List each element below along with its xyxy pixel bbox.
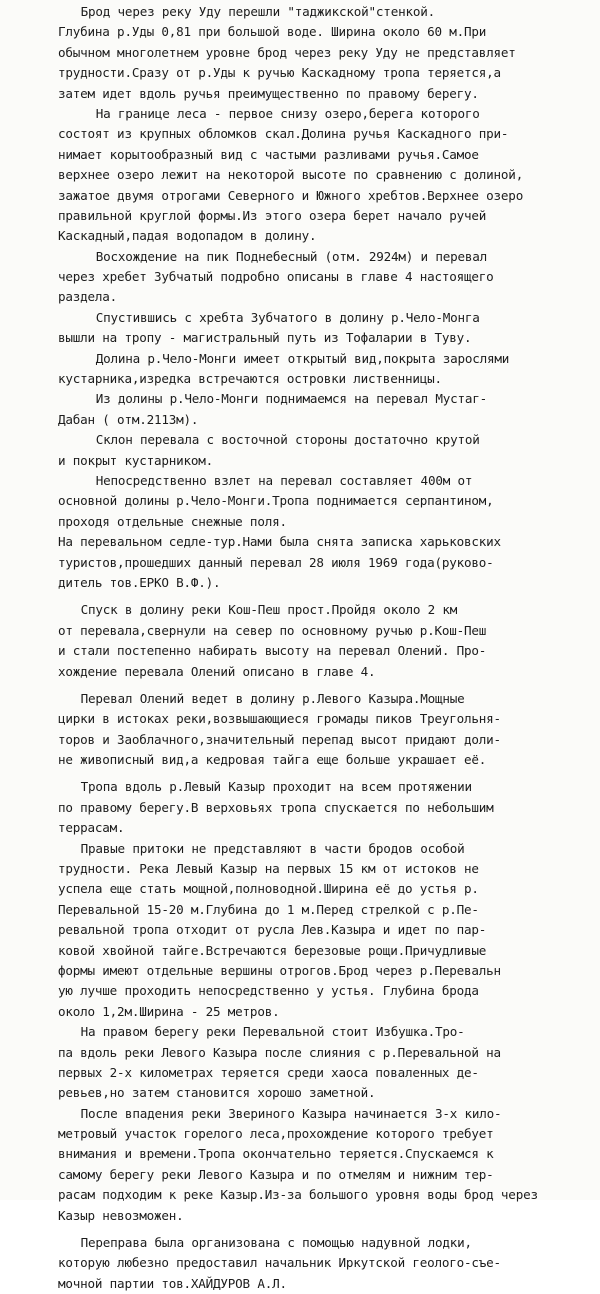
text-line: около 1,2м.Ширина - 25 метров. xyxy=(58,1003,280,1019)
text-line: Глубина р.Уды 0,81 при большой воде. Ширина около 60 м.При xyxy=(58,24,487,40)
text-line: и стали постепенно набирать высоту на перевал Олений. Про- xyxy=(58,643,487,659)
text-line: через хребет Зубчатый подробно описаны в главе 4 настоящего xyxy=(58,269,494,285)
text-line: затем идет вдоль ручья преимущественно по правому берегу. xyxy=(58,85,479,101)
text-line: Правые притоки не представляют в части бродов особой xyxy=(80,840,465,856)
text-line: мочной партии тов.ХАЙДУРОВ А.Л. xyxy=(58,1275,287,1291)
text-line: Брод через реку Уду перешли "таджикской"стенкой. xyxy=(80,4,435,19)
text-line: торов и Заоблачного,значительный перепад высот придают доли- xyxy=(58,731,501,747)
text-line: Восхождение на пик Поднебесный (отм. 2924м) и перевал xyxy=(95,248,488,264)
text-line: Перевальной 15-20 м.Глубина до 1 м.Перед стрелкой с р.Пе- xyxy=(58,901,479,917)
text-line: трудности.Сразу от р.Уды к ручью Каскадному тропа теряется,а xyxy=(58,65,501,81)
text-line: Тропа вдоль р.Левый Казыр проходит на всем протяжении xyxy=(80,779,472,795)
text-line: Из долины р.Чело-Монги поднимаемся на перевал Мустаг- xyxy=(95,391,488,407)
text-line: раздела. xyxy=(58,289,118,305)
text-line: от перевала,свернули на север по основному ручью р.Кош-Пеш xyxy=(58,622,487,638)
text-line: нимает корытообразный вид с частыми разливами ручья.Самое xyxy=(58,146,479,162)
text-line: Спустившись с хребта Зубчатого в долину р.Чело-Монга xyxy=(95,309,480,325)
text-line: ковой хвойной тайге.Встречаются березовые рощи.Причудливые xyxy=(58,942,487,958)
text-line: дитель тов.ЕРКО В.Ф.). xyxy=(58,574,221,590)
text-line: успела еще стать мощной,полноводной.Ширина её до устья р. xyxy=(58,881,479,897)
text-line: ревальной тропа отходит от русла Лев.Казыра и идет по пар- xyxy=(58,922,487,938)
text-line: На правом берегу реки Перевальной стоит Избушка.Тро- xyxy=(80,1024,465,1040)
text-line: зажатое двумя отрогами Северного и Южного хребтов.Верхнее озеро xyxy=(58,187,524,203)
text-line: ревьев,но затем становится хорошо заметной. xyxy=(58,1085,376,1101)
text-line: самому берегу реки Левого Казыра и по отмелям и нижним тер- xyxy=(58,1166,494,1182)
text-line: и покрыт кустарником. xyxy=(58,452,214,468)
text-line: первых 2-х километрах теряется среди хаоса поваленных де- xyxy=(58,1064,479,1080)
text-line: состоят из крупных обломков скал.Долина ручья Каскадного при- xyxy=(58,126,509,142)
text-line: не живописный вид,а кедровая тайга еще больше украшает её. xyxy=(58,752,487,768)
text-line: по правому берегу.В верховьях тропа спускается по небольшим xyxy=(58,799,494,815)
text-line: Переправа была организована с помощью надувной лодки, xyxy=(80,1235,472,1251)
text-line: ую лучше проходить непосредственно у устья. Глубина брода xyxy=(58,983,479,999)
paragraph-gap xyxy=(58,593,582,600)
text-line: правильной круглой формы.Из этого озера берет начало ручей xyxy=(58,207,487,223)
text-line: верхнее озеро лежит на некоторой высоте по сравнению с долиной, xyxy=(58,167,524,183)
paragraph-gap xyxy=(58,770,582,777)
text-line: внимания и времени.Тропа окончательно теряется.Спускаемся к xyxy=(58,1146,494,1162)
text-line: па вдоль реки Левого Казыра после слияния с р.Перевальной на xyxy=(58,1044,501,1060)
text-line: проходя отдельные снежные поля. xyxy=(58,513,287,529)
paragraph-gap xyxy=(58,682,582,689)
text-line: расам подходим к реке Казыр.Из-за большого уровня воды брод через xyxy=(58,1187,538,1203)
text-line: трудности. Река Левый Казыр на первых 15 км от истоков не xyxy=(58,861,479,877)
text-line: туристов,прошедших данный перевал 28 июля 1969 года(руково- xyxy=(58,554,494,570)
text-line: Долина р.Чело-Монги имеет открытый вид,покрыта зарослями xyxy=(95,350,510,366)
text-line: обычном многолетнем уровне брод через реку Уду не представляет xyxy=(58,44,516,60)
text-line: На перевальном седле-тур.Нами была снята записка харьковских xyxy=(58,534,501,550)
text-line: Каскадный,падая водопадом в долину. xyxy=(58,228,317,244)
text-line: кустарника,изредка встречаются островки лиственницы. xyxy=(58,371,442,387)
text-line: метровый участок горелого леса,прохождение которого требует xyxy=(58,1126,494,1142)
text-line: хождение перевала Олений описано в главе 4. xyxy=(58,663,376,679)
text-line: вышли на тропу - магистральный путь из Тофаларии в Туву. xyxy=(58,330,472,346)
text-line: основной долины р.Чело-Монги.Тропа поднимается серпантином, xyxy=(58,493,494,509)
text-line: Непосредственно взлет на перевал составляет 400м от xyxy=(95,472,473,488)
text-line: Спуск в долину реки Кош-Пеш прост.Пройдя около 2 км xyxy=(80,602,458,618)
text-line: На границе леса - первое снизу озеро,берега которого xyxy=(95,105,480,121)
text-line: Склон перевала с восточной стороны достаточно крутой xyxy=(95,432,480,448)
text-line: цирки в истоках реки,возвышающиеся громады пиков Треугольня- xyxy=(58,711,501,727)
paragraph-gap xyxy=(58,1226,582,1233)
text-line: Перевал Олений ведет в долину р.Левого Казыра.Мощные xyxy=(80,690,465,706)
text-line: террасам. xyxy=(58,820,125,836)
text-line: которую любезно предоставил начальник Иркутской геолого-съе- xyxy=(58,1255,501,1271)
text-line: формы имеют отдельные вершины отрогов.Брод через р.Перевальн xyxy=(58,962,501,978)
text-line: Дабан ( отм.2113м). xyxy=(58,411,199,427)
text-line: Казыр невозможен. xyxy=(58,1207,184,1223)
text-line: После впадения реки Звериного Казыра начинается 3-х кило- xyxy=(80,1105,502,1121)
